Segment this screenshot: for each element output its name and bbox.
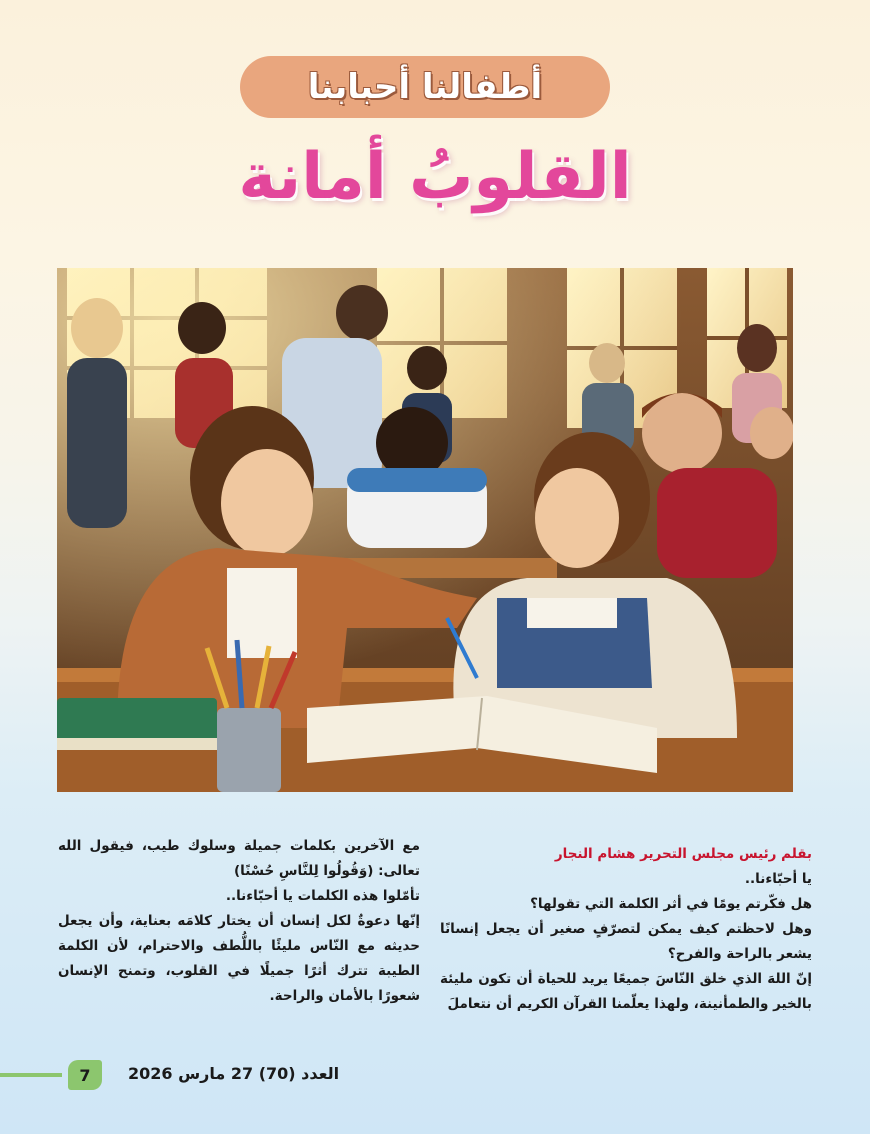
section-label: أطفالنا أحبابنا — [307, 67, 543, 107]
paragraph: تأمّلوا هذه الكلمات يا أحبّاءنا.. — [225, 888, 420, 904]
article-photo — [57, 268, 793, 792]
paragraph: إنّ اللهَ الذي خلق النّاسَ جميعًا يريد للحياة أن تكون مليئة بالخير والطمأنينة، ولهذا يعلّمنا القرآن الكريم أن نتعاملَ — [440, 971, 812, 1012]
footer-divider — [0, 1073, 62, 1077]
article-column-right — [440, 842, 812, 1017]
section-ribbon — [240, 56, 610, 118]
page-title: القلوبُ أمانة — [238, 140, 632, 214]
paragraph: مع الآخرين بكلمات جميلة وسلوك طيب، فيقول الله تعالى: (وَقُولُوا لِلنَّاسِ حُسْنًا) — [58, 838, 420, 879]
article-byline: بقلم رئيس مجلس التحرير هشام النجار — [554, 846, 812, 862]
paragraph: هل فكّرتم يومًا في أثر الكلمة التي تقولها؟ — [530, 896, 812, 912]
paragraph: إنّها دعوةٌ لكل إنسان أن يختار كلامَه بعناية، وأن يجعل حديثه مع النّاس مليئًا باللُّطف والاحترام، لأن الكلمة الطيبة تترك أثرًا جميلًا في القلوب، وتمنح الإنسان شعورًا بالأمان والراحة. — [58, 913, 420, 1004]
paragraph: يا أحبّاءنا.. — [744, 871, 812, 887]
page-number-badge — [68, 1060, 102, 1090]
issue-info: العدد (70) 27 مارس 2026 — [128, 1064, 340, 1083]
paragraph: وهل لاحظتم كيف يمكن لتصرّفٍ صغير أن يجعل إنسانًا يشعر بالراحة والفرح؟ — [440, 921, 812, 962]
page-number: 7 — [79, 1065, 91, 1085]
article-column-left — [58, 834, 420, 1009]
